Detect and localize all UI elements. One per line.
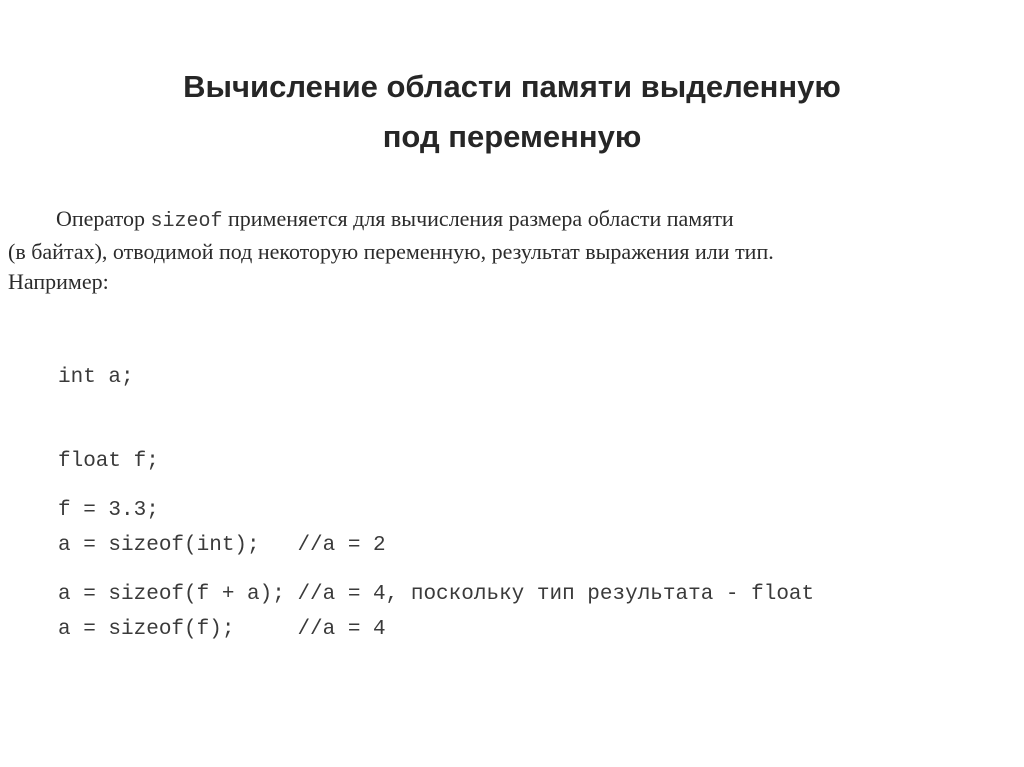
- paragraph-text: применяется для вычисления размера области памяти: [222, 206, 734, 231]
- code-line: float f;: [58, 450, 159, 473]
- paragraph-line-3: Например:: [8, 269, 109, 294]
- slide-title: [60, 62, 964, 162]
- code-line: f = 3.3;: [58, 499, 159, 522]
- code-line: a = sizeof(int); //a = 2: [58, 534, 386, 557]
- code-line: a = sizeof(f); //a = 4: [58, 618, 386, 641]
- title-line-2: под переменную: [382, 119, 642, 154]
- title-line-1: Вычисление области памяти выделенную: [183, 69, 841, 104]
- sizeof-keyword: sizeof: [150, 210, 223, 233]
- paragraph-line-1: [8, 204, 970, 237]
- code-line: int a;: [58, 366, 134, 389]
- code-example-2: [58, 441, 814, 665]
- code-line: a = sizeof(f + a); //a = 4, поскольку тип результата - float: [58, 583, 815, 606]
- paragraph-text: Оператор: [56, 206, 151, 231]
- paragraph-line-2: (в байтах), отводимой под некоторую переменную, результат выражения или тип.: [8, 239, 774, 264]
- description-paragraph: [8, 204, 970, 297]
